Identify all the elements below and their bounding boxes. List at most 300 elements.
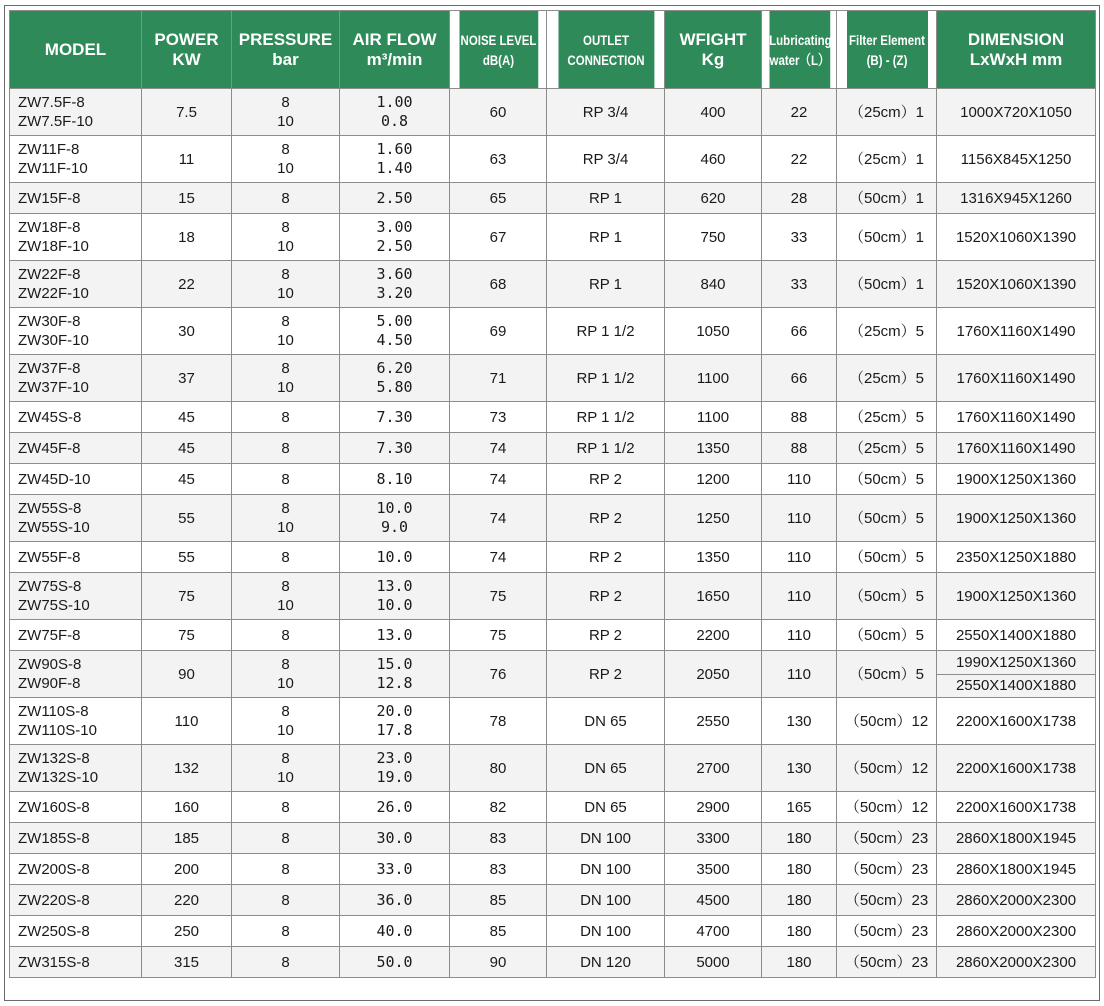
- cell-pressure: [232, 214, 340, 261]
- cell-dimension: [937, 854, 1096, 885]
- pressure-line: 8: [281, 408, 290, 426]
- airflow-line: 19.0: [376, 768, 413, 786]
- cell-model: [10, 698, 142, 745]
- header-line: water（L）: [769, 51, 829, 68]
- airflow-line: 30.0: [376, 828, 413, 847]
- cell-weight: 4700: [665, 916, 762, 947]
- header-line: bar: [272, 49, 299, 69]
- dimension-line: 1990X1250X1360: [937, 652, 1095, 675]
- cell-filter: （50cm）23: [837, 854, 937, 885]
- cell-dimension: [937, 355, 1096, 402]
- cell-weight: 460: [665, 136, 762, 183]
- header-line: WFIGHT: [679, 29, 747, 49]
- header-line: PRESSURE: [238, 29, 333, 49]
- cell-pressure: [232, 433, 340, 464]
- pressure-line: 10: [277, 597, 294, 614]
- dimension-line: 1000X720X1050: [960, 103, 1072, 121]
- airflow-line: 12.8: [376, 674, 413, 692]
- cell-pressure: [232, 651, 340, 698]
- airflow-line: 2.50: [376, 188, 413, 207]
- dimension-line: 1760X1160X1490: [956, 369, 1076, 387]
- cell-outlet: RP 2: [547, 573, 665, 620]
- cell-power: 200: [142, 854, 232, 885]
- model-line: ZW45D-10: [18, 470, 91, 488]
- cell-weight: 1200: [665, 464, 762, 495]
- cell-power: 22: [142, 261, 232, 308]
- cell-noise: 85: [450, 885, 547, 916]
- cell-pressure: [232, 573, 340, 620]
- cell-model: [10, 261, 142, 308]
- airflow-line: 3.60: [376, 265, 413, 283]
- cell-model: [10, 854, 142, 885]
- pressure-line: 8: [281, 953, 290, 971]
- dimension-line: 2860X2000X2300: [955, 953, 1077, 971]
- cell-power: 30: [142, 308, 232, 355]
- cell-model: [10, 947, 142, 978]
- airflow-line: 9.0: [380, 518, 409, 536]
- cell-pressure: [232, 402, 340, 433]
- cell-noise: 74: [450, 433, 547, 464]
- cell-water: 28: [762, 183, 837, 214]
- table-row: [10, 698, 1096, 745]
- table-row: [10, 792, 1096, 823]
- cell-pressure: [232, 745, 340, 792]
- pressure-line: 10: [277, 285, 294, 302]
- col-outlet-connection-header: [557, 11, 654, 89]
- pressure-line: 8: [281, 922, 290, 940]
- cell-dimension: [937, 89, 1096, 136]
- cell-airflow: [340, 651, 450, 698]
- cell-pressure: [232, 854, 340, 885]
- cell-outlet: RP 1 1/2: [547, 433, 665, 464]
- cell-weight: 2900: [665, 792, 762, 823]
- cell-filter: （50cm）5: [837, 464, 937, 495]
- model-line: ZW22F-8: [18, 266, 81, 283]
- cell-weight: 1650: [665, 573, 762, 620]
- cell-dimension: [937, 823, 1096, 854]
- airflow-line: 1.00: [376, 93, 413, 111]
- pressure-line: 8: [281, 313, 290, 330]
- pressure-line: 8: [281, 94, 290, 111]
- compressor-spec-table: [9, 10, 1096, 978]
- cell-weight: 1250: [665, 495, 762, 542]
- pressure-line: 8: [281, 798, 290, 816]
- cell-power: 220: [142, 885, 232, 916]
- table-row: [10, 355, 1096, 402]
- cell-outlet: RP 2: [547, 542, 665, 573]
- cell-dimension: [937, 792, 1096, 823]
- model-line: ZW132S-8: [18, 750, 90, 767]
- cell-power: 37: [142, 355, 232, 402]
- cell-filter: （50cm）1: [837, 214, 937, 261]
- cell-airflow: [340, 854, 450, 885]
- cell-filter: （50cm）23: [837, 823, 937, 854]
- col-dimension-header: [937, 11, 1096, 89]
- cell-filter: （50cm）5: [837, 573, 937, 620]
- cell-power: 55: [142, 542, 232, 573]
- cell-power: 110: [142, 698, 232, 745]
- cell-model: [10, 745, 142, 792]
- header-row: [10, 11, 1096, 89]
- cell-filter: （50cm）5: [837, 495, 937, 542]
- model-line: ZW11F-10: [18, 160, 88, 177]
- table-row: [10, 183, 1096, 214]
- table-row: [10, 402, 1096, 433]
- dimension-line: 2860X2000X2300: [955, 891, 1077, 909]
- pressure-line: 8: [281, 500, 290, 517]
- pressure-line: 10: [277, 238, 294, 255]
- table-row: [10, 308, 1096, 355]
- cell-weight: 1100: [665, 355, 762, 402]
- table-row: [10, 651, 1096, 698]
- cell-model: [10, 495, 142, 542]
- cell-power: 55: [142, 495, 232, 542]
- header-line: POWER: [154, 29, 219, 49]
- cell-airflow: [340, 495, 450, 542]
- dimension-line: 1760X1160X1490: [956, 408, 1076, 426]
- cell-weight: 620: [665, 183, 762, 214]
- pressure-line: 10: [277, 675, 294, 692]
- cell-dimension: [937, 136, 1096, 183]
- table-row: [10, 214, 1096, 261]
- pressure-line: 8: [281, 189, 290, 207]
- airflow-line: 15.0: [376, 655, 413, 673]
- cell-dimension: [937, 542, 1096, 573]
- pressure-line: 8: [281, 860, 290, 878]
- cell-model: [10, 464, 142, 495]
- pressure-line: 10: [277, 769, 294, 786]
- cell-filter: （50cm）12: [837, 745, 937, 792]
- airflow-line: 23.0: [376, 749, 413, 767]
- col-lubricating-water-header: [768, 11, 830, 89]
- cell-pressure: [232, 261, 340, 308]
- cell-dimension: [937, 308, 1096, 355]
- cell-power: 75: [142, 573, 232, 620]
- cell-airflow: [340, 183, 450, 214]
- cell-noise: 74: [450, 542, 547, 573]
- model-line: ZW37F-8: [18, 360, 81, 377]
- header-line: OUTLET CONNECTION: [566, 31, 645, 68]
- cell-airflow: [340, 542, 450, 573]
- cell-power: 160: [142, 792, 232, 823]
- model-line: ZW45S-8: [18, 408, 82, 426]
- cell-noise: 68: [450, 261, 547, 308]
- col-airflow-header: [340, 11, 450, 89]
- cell-outlet: DN 100: [547, 854, 665, 885]
- cell-filter: （50cm）12: [837, 698, 937, 745]
- model-line: ZW132S-10: [18, 769, 99, 786]
- dimension-line: 2860X2000X2300: [955, 922, 1077, 940]
- header-line: Lubricating: [768, 31, 832, 48]
- cell-noise: 85: [450, 916, 547, 947]
- cell-water: 110: [762, 542, 837, 573]
- cell-pressure: [232, 89, 340, 136]
- cell-weight: 840: [665, 261, 762, 308]
- cell-outlet: RP 3/4: [547, 89, 665, 136]
- cell-airflow: [340, 355, 450, 402]
- cell-pressure: [232, 495, 340, 542]
- cell-airflow: [340, 823, 450, 854]
- cell-model: [10, 89, 142, 136]
- cell-outlet: RP 1 1/2: [547, 355, 665, 402]
- airflow-line: 2.50: [376, 237, 413, 255]
- model-line: ZW30F-10: [18, 332, 89, 349]
- cell-dimension: [937, 495, 1096, 542]
- cell-pressure: [232, 620, 340, 651]
- cell-filter: （50cm）5: [837, 651, 937, 698]
- cell-water: 110: [762, 573, 837, 620]
- cell-water: 180: [762, 947, 837, 978]
- cell-water: 180: [762, 854, 837, 885]
- cell-water: 66: [762, 308, 837, 355]
- table-row: [10, 916, 1096, 947]
- table-row: [10, 854, 1096, 885]
- model-line: ZW75S-8: [18, 578, 82, 595]
- cell-airflow: [340, 433, 450, 464]
- cell-power: 45: [142, 433, 232, 464]
- cell-model: [10, 136, 142, 183]
- model-line: ZW160S-8: [18, 798, 90, 816]
- cell-airflow: [340, 308, 450, 355]
- cell-filter: （50cm）23: [837, 916, 937, 947]
- pressure-line: 8: [281, 578, 290, 595]
- cell-pressure: [232, 823, 340, 854]
- cell-dimension: [937, 620, 1096, 651]
- cell-water: 88: [762, 433, 837, 464]
- cell-weight: 1100: [665, 402, 762, 433]
- table-row: [10, 745, 1096, 792]
- cell-filter: （50cm）1: [837, 261, 937, 308]
- cell-water: 110: [762, 620, 837, 651]
- table-row: [10, 823, 1096, 854]
- cell-weight: 5000: [665, 947, 762, 978]
- cell-filter: （25cm）5: [837, 355, 937, 402]
- model-line: ZW90F-8: [18, 675, 81, 692]
- cell-noise: 60: [450, 89, 547, 136]
- cell-power: 132: [142, 745, 232, 792]
- cell-dimension: [937, 651, 1096, 698]
- cell-water: 110: [762, 464, 837, 495]
- pressure-line: 10: [277, 332, 294, 349]
- dimension-line: 2200X1600X1738: [955, 798, 1077, 816]
- cell-power: 75: [142, 620, 232, 651]
- cell-dimension: [937, 464, 1096, 495]
- cell-filter: （25cm）1: [837, 89, 937, 136]
- airflow-line: 36.0: [376, 890, 413, 909]
- cell-power: 90: [142, 651, 232, 698]
- cell-power: 18: [142, 214, 232, 261]
- table-row: [10, 573, 1096, 620]
- cell-filter: （25cm）5: [837, 308, 937, 355]
- pressure-line: 10: [277, 113, 294, 130]
- cell-water: 66: [762, 355, 837, 402]
- pressure-line: 8: [281, 829, 290, 847]
- cell-outlet: RP 2: [547, 495, 665, 542]
- cell-filter: （50cm）23: [837, 885, 937, 916]
- cell-model: [10, 823, 142, 854]
- cell-pressure: [232, 183, 340, 214]
- header-line: KW: [172, 49, 201, 69]
- dimension-line: 1520X1060X1390: [955, 228, 1077, 246]
- cell-dimension: [937, 947, 1096, 978]
- cell-model: [10, 308, 142, 355]
- cell-weight: 3500: [665, 854, 762, 885]
- airflow-line: 5.00: [376, 312, 413, 330]
- cell-dimension: [937, 745, 1096, 792]
- cell-noise: 90: [450, 947, 547, 978]
- cell-weight: 3300: [665, 823, 762, 854]
- dimension-line: 1900X1250X1360: [955, 470, 1077, 488]
- cell-noise: 67: [450, 214, 547, 261]
- airflow-line: 8.10: [376, 469, 413, 488]
- pressure-line: 8: [281, 266, 290, 283]
- cell-noise: 78: [450, 698, 547, 745]
- model-line: ZW55F-8: [18, 548, 81, 566]
- col-weight-header: [665, 11, 762, 89]
- cell-outlet: DN 100: [547, 916, 665, 947]
- cell-airflow: [340, 402, 450, 433]
- airflow-line: 33.0: [376, 859, 413, 878]
- dimension-line: 2860X1800X1945: [955, 860, 1077, 878]
- header-line: Filter Element: [848, 31, 925, 48]
- airflow-line: 7.30: [376, 407, 413, 426]
- cell-model: [10, 183, 142, 214]
- cell-outlet: RP 2: [547, 620, 665, 651]
- pressure-line: 8: [281, 360, 290, 377]
- model-line: ZW55S-10: [18, 519, 90, 536]
- pressure-line: 8: [281, 548, 290, 566]
- model-line: ZW55S-8: [18, 500, 82, 517]
- cell-airflow: [340, 698, 450, 745]
- cell-outlet: DN 100: [547, 885, 665, 916]
- table-row: [10, 464, 1096, 495]
- cell-outlet: DN 65: [547, 792, 665, 823]
- pressure-line: 8: [281, 750, 290, 767]
- cell-outlet: RP 1 1/2: [547, 308, 665, 355]
- cell-weight: 1050: [665, 308, 762, 355]
- cell-outlet: DN 65: [547, 745, 665, 792]
- header-line: Kg: [701, 49, 725, 69]
- cell-model: [10, 214, 142, 261]
- table-row: [10, 947, 1096, 978]
- table-row: [10, 885, 1096, 916]
- model-line: ZW7.5F-8: [18, 94, 85, 111]
- cell-weight: 1350: [665, 542, 762, 573]
- airflow-line: 17.8: [376, 721, 413, 739]
- pressure-line: 10: [277, 519, 294, 536]
- dimension-line: 2550X1400X1880: [955, 676, 1077, 694]
- cell-noise: 74: [450, 495, 547, 542]
- cell-noise: 83: [450, 854, 547, 885]
- cell-water: 110: [762, 495, 837, 542]
- dimension-line: 1760X1160X1490: [956, 439, 1076, 457]
- model-line: ZW75S-10: [18, 597, 90, 614]
- model-line: ZW18F-8: [18, 219, 81, 236]
- cell-airflow: [340, 464, 450, 495]
- cell-filter: （50cm）5: [837, 542, 937, 573]
- cell-noise: 74: [450, 464, 547, 495]
- cell-noise: 80: [450, 745, 547, 792]
- cell-model: [10, 433, 142, 464]
- airflow-line: 13.0: [376, 625, 413, 644]
- cell-outlet: DN 120: [547, 947, 665, 978]
- col-noise-level-header: [458, 11, 538, 89]
- cell-pressure: [232, 792, 340, 823]
- cell-water: 130: [762, 698, 837, 745]
- cell-outlet: RP 1: [547, 183, 665, 214]
- cell-filter: （25cm）1: [837, 136, 937, 183]
- header-line: dB(A): [482, 51, 514, 68]
- model-line: ZW45F-8: [18, 439, 81, 457]
- cell-dimension: [937, 698, 1096, 745]
- cell-noise: 71: [450, 355, 547, 402]
- col-pressure-header: [232, 11, 340, 89]
- cell-dimension: [937, 261, 1096, 308]
- cell-model: [10, 620, 142, 651]
- cell-outlet: RP 1 1/2: [547, 402, 665, 433]
- dimension-line: 2200X1600X1738: [955, 759, 1077, 777]
- cell-outlet: RP 2: [547, 464, 665, 495]
- dimension-line: 1900X1250X1360: [955, 509, 1077, 527]
- cell-noise: 63: [450, 136, 547, 183]
- table-row: [10, 495, 1096, 542]
- pressure-line: 8: [281, 141, 290, 158]
- cell-filter: （25cm）5: [837, 402, 937, 433]
- table-row: [10, 89, 1096, 136]
- pressure-line: 10: [277, 379, 294, 396]
- cell-airflow: [340, 947, 450, 978]
- cell-model: [10, 885, 142, 916]
- airflow-line: 3.20: [376, 284, 413, 302]
- dimension-line: 1900X1250X1360: [955, 587, 1077, 605]
- airflow-line: 1.40: [376, 159, 413, 177]
- pressure-line: 8: [281, 626, 290, 644]
- airflow-line: 0.8: [380, 112, 409, 130]
- header-line: (B) - (Z): [866, 51, 907, 68]
- cell-model: [10, 792, 142, 823]
- dimension-line: 1520X1060X1390: [955, 275, 1077, 293]
- cell-dimension: [937, 573, 1096, 620]
- cell-airflow: [340, 573, 450, 620]
- cell-weight: 2700: [665, 745, 762, 792]
- cell-outlet: DN 65: [547, 698, 665, 745]
- model-line: ZW110S-8: [18, 703, 89, 720]
- header-line: NOISE LEVEL: [460, 31, 536, 48]
- cell-noise: 65: [450, 183, 547, 214]
- airflow-line: 6.20: [376, 359, 413, 377]
- cell-dimension: [937, 433, 1096, 464]
- model-line: ZW7.5F-10: [18, 113, 94, 130]
- cell-water: 33: [762, 214, 837, 261]
- cell-pressure: [232, 542, 340, 573]
- model-line: ZW30F-8: [18, 313, 81, 330]
- cell-dimension: [937, 402, 1096, 433]
- dimension-line: 1316X945X1260: [960, 189, 1072, 207]
- pressure-line: 8: [281, 703, 290, 720]
- cell-dimension: [937, 885, 1096, 916]
- cell-power: 7.5: [142, 89, 232, 136]
- cell-pressure: [232, 916, 340, 947]
- cell-water: 130: [762, 745, 837, 792]
- cell-model: [10, 651, 142, 698]
- cell-airflow: [340, 745, 450, 792]
- cell-weight: 2050: [665, 651, 762, 698]
- airflow-line: 50.0: [376, 952, 413, 971]
- cell-filter: （25cm）5: [837, 433, 937, 464]
- cell-water: 33: [762, 261, 837, 308]
- cell-noise: 75: [450, 573, 547, 620]
- airflow-line: 26.0: [376, 797, 413, 816]
